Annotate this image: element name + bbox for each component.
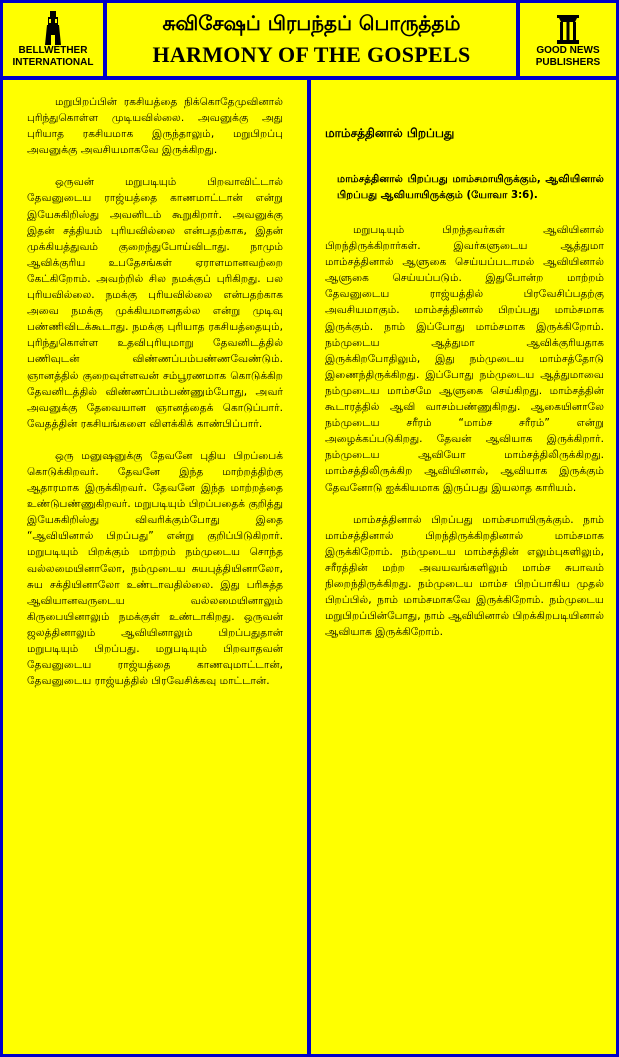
title-english: HARMONY OF THE GOSPELS <box>152 42 471 67</box>
right-logo-line2: PUBLISHERS <box>535 56 601 68</box>
right-column <box>311 80 616 1054</box>
bellwether-logo <box>3 3 103 76</box>
left-column <box>3 80 307 1054</box>
right-paragraph-1: மறுபடியும் பிறந்தவர்கள் ஆவியினால் பிறந்திருக்கிறார்கள். இவர்களுடைய ஆத்துமா மாம்சத்தினால் ஆளுகை செய்யப்படாமல் ஆவியினால் ஆளுகை செய்யப்படும். இதுபோன்ற மாற்றம் தேவனுடைய ராஜ்யத்தில் பிரவேசிப்பதற்கு அவசியமாகும். மாம்சத்தினால் பிறப்பது மாம்சமாக இருக்கும். நாம் இப்போது மாம்சமாக இருக்கிறோம். நம்முடைய ஆத்துமா ஆவிக்குரியதாக இருக்கிறபோதிலும், இது நம்முடைய மாம்சத்தோடு இணைந்திருக்கிறது. இப்போது நம்முடைய ஆத்துமாவை நம்முடைய மாம்சமே ஆளுகை செய்கிறது. மாம்சத்தின் கூடாரத்தில் ஆவி வாசம்பண்ணுகிறது. ஆகையினாலே நம்முடைய சரீரம் “மாம்ச சரீரம்” என்று அழைக்கப்படுகிறது. தேவன் ஆவியாக இருக்கிறார். நம்முடைய ஆவியோ மாம்சத்திலிருக்கிறது. மாம்சத்திலிருக்கிற ஆவியினால், ஆவியாக இருக்கும் தேவனோடு ஐக்கியமாக இருப்பது இயலாத காரியம். <box>325 224 604 494</box>
left-paragraph-1: மறுபிறப்பின் ரகசியத்தை நிக்கொதேமுவினால் புரிந்துகொள்ள முடியவில்லை. அவனுக்கு அது புரியாத ரகசியமாக இருந்தாலும், மறுபிறப்பு அவனுக்கு அவசியமாகவே இருக்கிறது. <box>27 96 283 157</box>
left-logo-line2: INTERNATIONAL <box>12 56 94 68</box>
good-news-logo <box>520 3 616 76</box>
title-tamil: சுவிசேஷப் பிரபந்தப் பொருத்தம் <box>162 11 461 35</box>
tower-icon <box>42 11 64 45</box>
left-paragraph-3: ஒரு மனுஷனுக்கு தேவனே புதிய பிறப்பைக் கொடுக்கிறவர். தேவனே இந்த மாற்றத்திற்கு ஆதாரமாக இருக்கிறவர். தேவனே இந்த மாற்றத்தை உண்டுபண்ணுகிறவர். மறுபடியும் பிறப்பதைக் குறித்து இயேசுகிறிஸ்து விவரிக்கும்போது இதை “ஆவியினால் பிறப்பது” என்று குறிப்பிடுகிறார். மறுபடியும் பிறக்கும் மாற்றம் நம்முடைய சொந்த வல்லமையினாலோ, நம்முடைய சுயபுத்தியினாலோ, சுய சக்தியினாலோ உண்டாவதில்லை. இது பரிசுத்த ஆவியானவருடைய வல்லமையினாலும் கிருபையினாலும் நமக்குள் உண்டாகிறது. ஒருவன் ஜலத்தினாலும் ஆவியினாலும் பிறப்பதுதான் மறுபடியும் பிறப்பது. மறுபடியும் பிறவாதவன் தேவனுடைய ராஜ்யத்தை காணவுமாட்டான், தேவனுடைய ராஜ்யத்தில் பிரவேசிக்கவு மாட்டான். <box>27 449 284 688</box>
section-heading: மாம்சத்தினால் பிறப்பது <box>325 126 455 140</box>
right-paragraph-2: மாம்சத்தினால் பிறப்பது மாம்சமாயிருக்கும். நாம் மாம்சத்தினால் பிறந்திருக்கிறதினால் மாம்சமாக இருக்கிறோம். நம்முடைய மாம்சத்தின் எலும்புகளிலும், சரீரத்தின் மற்ற அவயவங்களிலும் மாம்ச சுபாவம் நிறைந்திருக்கிறது. நம்முடைய மாம்ச பிறப்பாகிய முதல் பிறப்பில், நாம் மாம்சமாகவே இருக்கிறோம். நம்முடைய மறுபிறப்பின்போது, நாம் ஆவியினால் பிறக்கிறபடியினால் ஆவியாக இருக்கிறோம். <box>325 513 604 639</box>
left-paragraph-2: ஒருவன் மறுபடியும் பிறவாவிட்டால் தேவனுடைய ராஜ்யத்தை காணமாட்டான் என்று இயேசுகிறிஸ்து அவனிடம் கூறுகிறார். அவனுக்கு இதன் சத்தியம் புரியவில்லை என்பதற்காக, இதன் முக்கியத்துவம் குறைந்துபோய்விடாது. நாமும் ஆவிக்குரிய உபதேசங்கள் ஏராளமானவற்றை கேட்கிறோம். அவற்றில் சில நமக்குப் புரிகிறது. பல புரியவில்லை. நமக்கு புரியவில்லை என்பதற்காக அவை நமக்கு முக்கியமானதல்ல என்று முடிவு பண்ணிவிடக்கூடாது. நமக்கு புரியாத ரகசியத்தையும், புரிந்துகொள்ள உதவிபுரியுமாறு தேவனிடத்தில் பணிவுடன் விண்ணப்பம்பண்ணவேண்டும். ஞானத்தில் குறைவுள்ளவன் சம்பூரணமாக கொடுக்கிற தேவனிடத்தில் விண்ணப்பம்பண்ணும்போது, அவர் அவனுக்கு தேவையான ஞானத்தைக் கொடுப்பார். வேதத்தின் ரகசியங்களை விளக்கிக் காண்பிப்பார். <box>27 176 283 430</box>
right-logo-line1: GOOD NEWS <box>536 44 600 56</box>
title-banner <box>107 3 516 76</box>
building-icon <box>555 11 581 45</box>
scripture-verse: மாம்சத்தினால் பிறப்பது மாம்சமாயிருக்கும், ஆவியினால் பிறப்பது ஆவியாயிருக்கும் (யோவா 3:6). <box>337 174 604 201</box>
left-logo-line1: BELLWETHER <box>18 44 88 56</box>
